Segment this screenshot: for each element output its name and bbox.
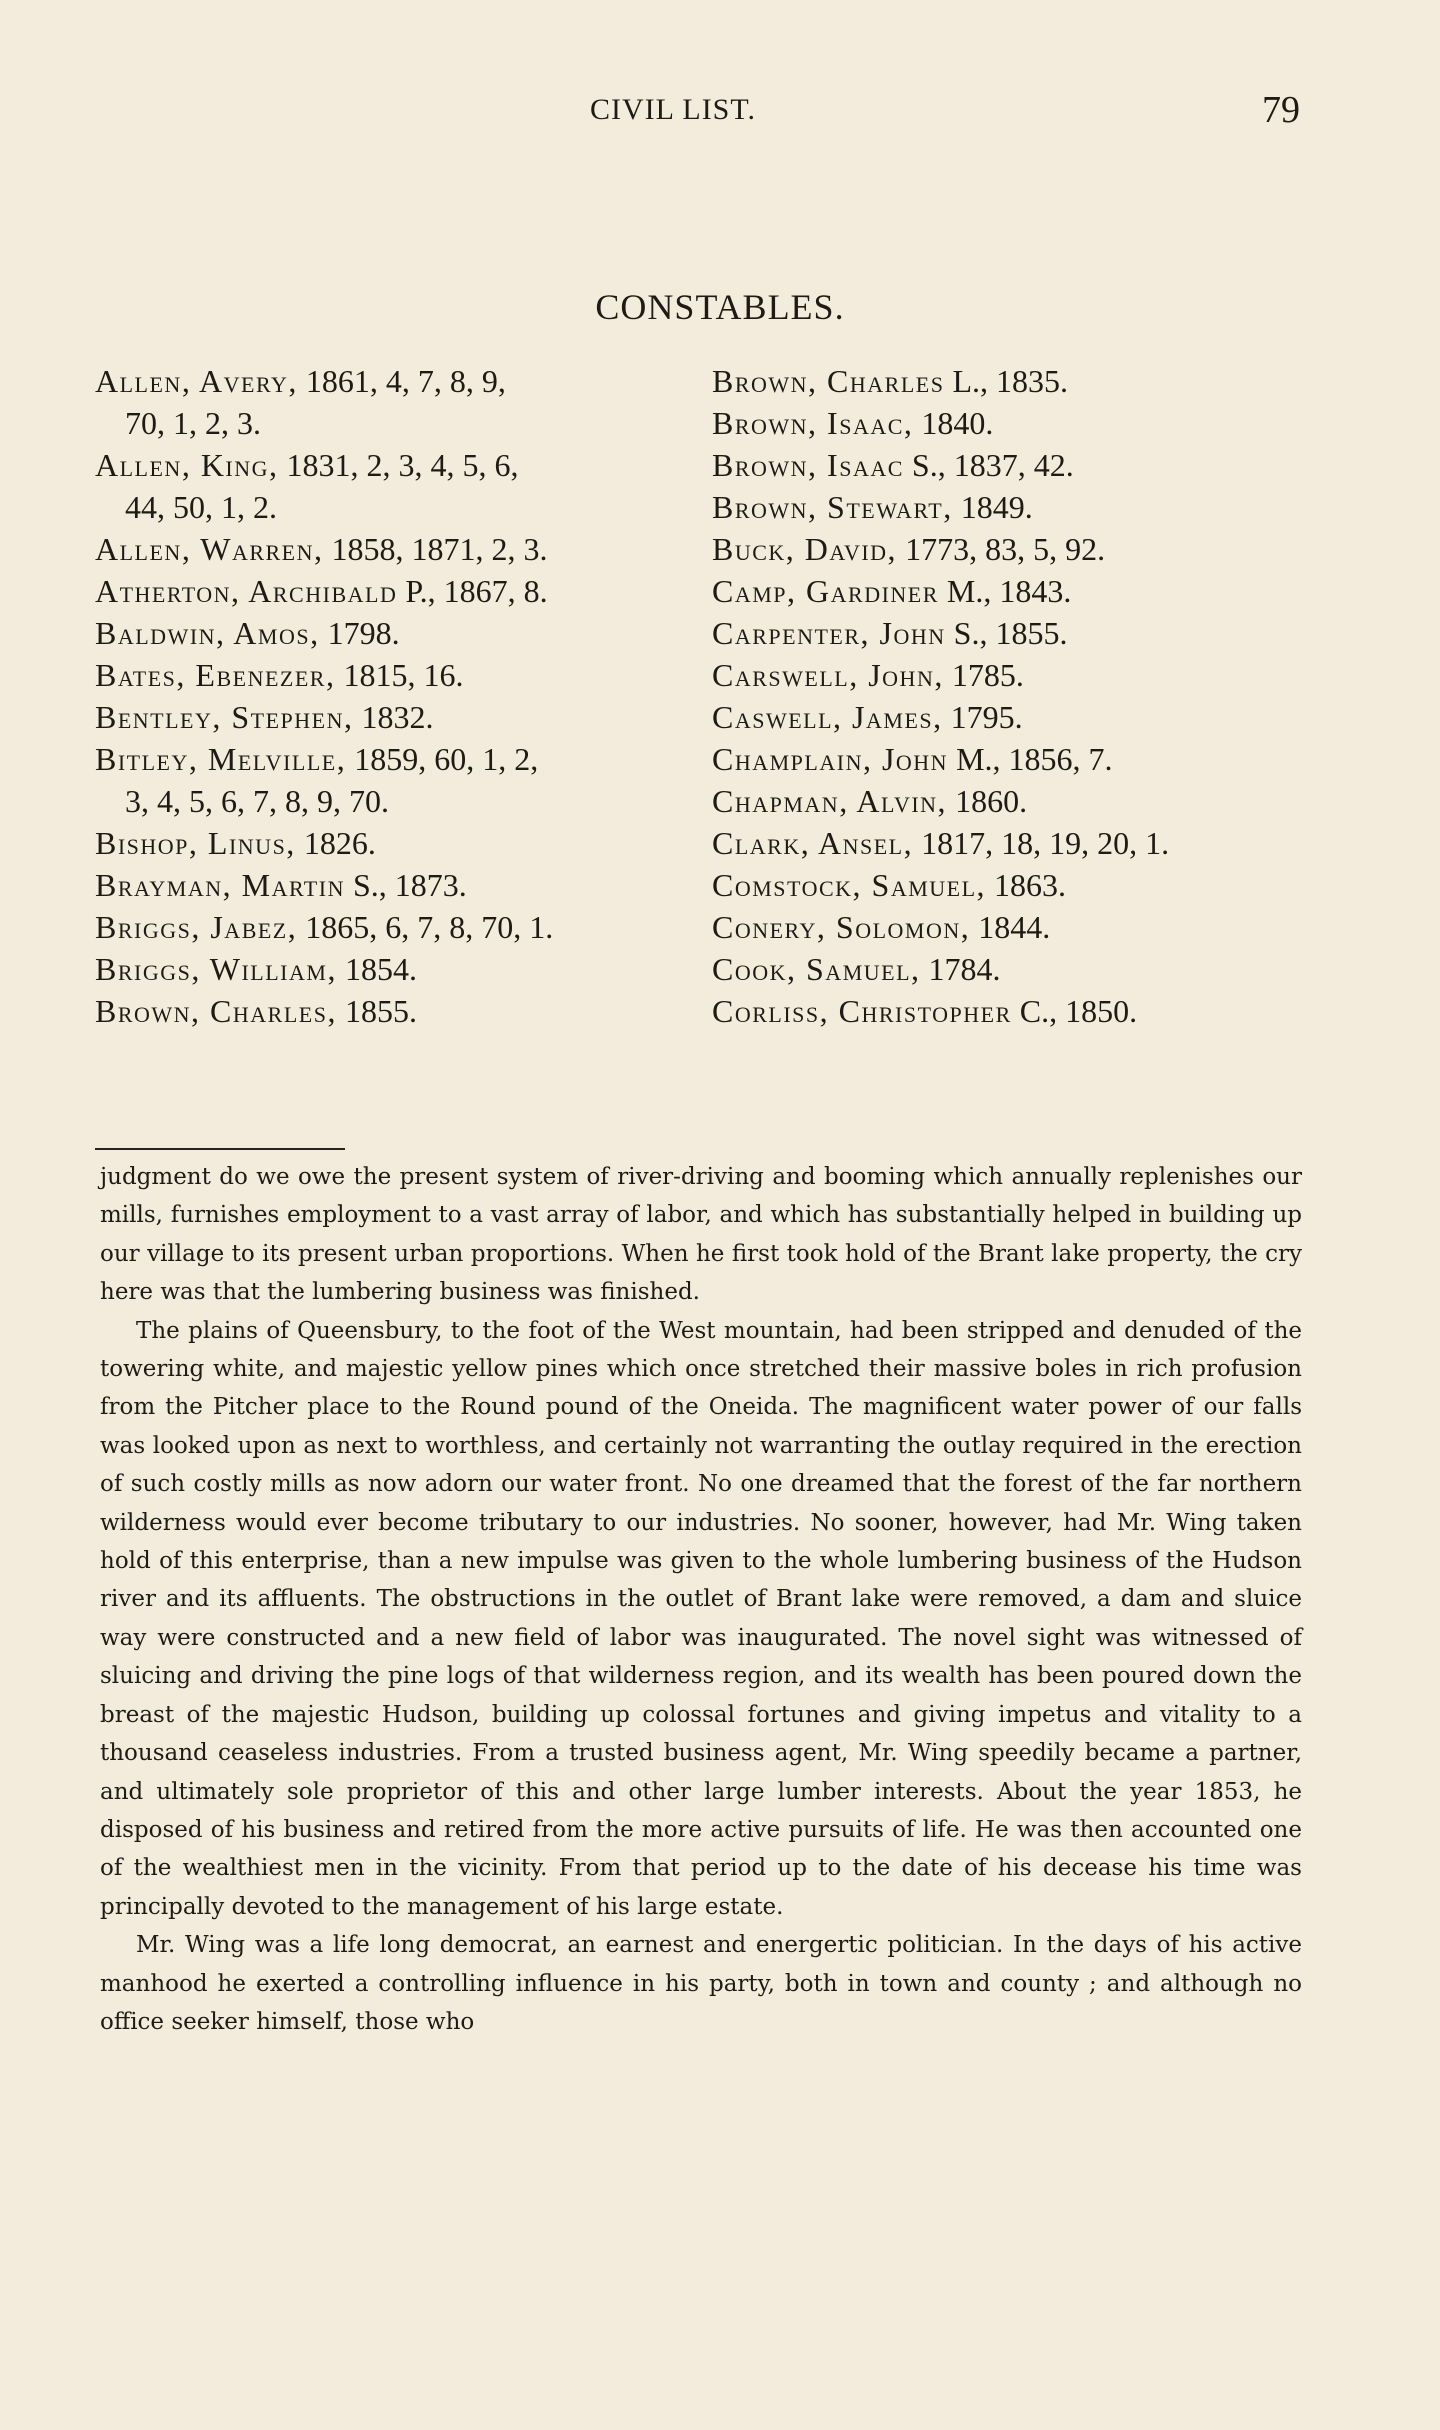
constable-entry bbox=[95, 696, 695, 738]
constable-name: Clark, Ansel, bbox=[712, 825, 914, 861]
constable-entry bbox=[95, 906, 695, 948]
constable-dates: 1855. bbox=[336, 993, 417, 1029]
constable-name: Carswell, John, bbox=[712, 657, 944, 693]
body-paragraph: The plains of Queensbury, to the foot of the West mountain, had been stripped and denuded of the towering white, and majestic yellow pines which once stretched their massive boles in rich profusion from the Pitcher place to the Round pound of the Oneida. The magnificent water power of our falls was looked upon as next to worthless, and certainly not warranting the outlay required in the erection of such costly mills as now adorn our water front. No one dreamed that the forest of the far northern wilderness would ever become tributary to our industries. No sooner, however, had Mr. Wing taken hold of this enterprise, than a new impulse was given to the whole lumbering business of the Hudson river and its affluents. The obstructions in the outlet of Brant lake were removed, a dam and sluice way were constructed and a new field of labor was inaugurated. The novel sight was witnessed of sluicing and driving the pine logs of that wilderness region, and its wealth has been poured down the breast of the majestic Hudson, building up colossal fortunes and giving impetus and vitality to a thousand ceaseless industries. From a trusted business agent, Mr. Wing speedily became a partner, and ultimately sole proprietor of this and other large lumber interests. About the year 1853, he disposed of his business and retired from the more active pursuits of life. He was then accounted one of the wealthiest men in the vicinity. From that period up to the date of his decease his time was principally devoted to the management of his large estate. bbox=[100, 1317, 1302, 1920]
constable-name: Allen, Warren, bbox=[95, 531, 324, 567]
constable-dates: 1844. bbox=[970, 909, 1051, 945]
constable-entry bbox=[712, 528, 1352, 570]
constable-entry bbox=[95, 780, 695, 822]
constable-dates: 1863. bbox=[986, 867, 1067, 903]
constable-entry bbox=[95, 360, 695, 402]
constable-entry bbox=[95, 864, 695, 906]
constable-dates: 3, 4, 5, 6, 7, 8, 9, 70. bbox=[125, 783, 389, 819]
constable-entry bbox=[712, 654, 1352, 696]
constable-entry bbox=[712, 696, 1352, 738]
constable-entry bbox=[95, 486, 695, 528]
constable-entry bbox=[712, 486, 1352, 528]
constable-dates: 1849. bbox=[952, 489, 1033, 525]
constable-name: Brown, Stewart, bbox=[712, 489, 953, 525]
constable-dates: 1861, 4, 7, 8, 9, bbox=[297, 363, 506, 399]
constable-dates: 1817, 18, 19, 20, 1. bbox=[913, 825, 1170, 861]
constable-name: Briggs, William, bbox=[95, 951, 337, 987]
constable-entry bbox=[95, 570, 695, 612]
constable-entry bbox=[95, 822, 695, 864]
constable-dates: 1840. bbox=[913, 405, 994, 441]
constable-dates: P., 1867, 8. bbox=[397, 573, 548, 609]
constable-entry bbox=[95, 612, 695, 654]
constable-name: Camp, Gardiner bbox=[712, 573, 939, 609]
constable-entry bbox=[712, 402, 1352, 444]
constable-dates: 1826. bbox=[295, 825, 376, 861]
page-number: 79 bbox=[1262, 89, 1300, 131]
constable-name: Brown, Charles bbox=[712, 363, 945, 399]
constable-name: Champlain, John bbox=[712, 741, 949, 777]
constable-entry bbox=[712, 906, 1352, 948]
constable-name: Brown, Isaac, bbox=[712, 405, 914, 441]
constable-dates: S., 1837, 42. bbox=[903, 447, 1074, 483]
constable-name: Brown, Isaac bbox=[712, 447, 904, 483]
constable-dates: 1859, 60, 1, 2, bbox=[346, 741, 539, 777]
constable-dates: S., 1873. bbox=[344, 867, 467, 903]
constable-dates: 1831, 2, 3, 4, 5, 6, bbox=[278, 447, 519, 483]
constable-name: Baldwin, Amos, bbox=[95, 615, 320, 651]
constable-entry bbox=[95, 990, 695, 1032]
constable-dates: 1860. bbox=[947, 783, 1028, 819]
constable-dates: M., 1856, 7. bbox=[948, 741, 1113, 777]
constable-entry bbox=[95, 402, 695, 444]
constable-entry bbox=[712, 990, 1352, 1032]
constable-name: Atherton, Archibald bbox=[95, 573, 398, 609]
constable-name: Briggs, Jabez, bbox=[95, 909, 298, 945]
constable-dates: 1773, 83, 5, 92. bbox=[897, 531, 1106, 567]
constable-dates: 1798. bbox=[319, 615, 400, 651]
constable-dates: 44, 50, 1, 2. bbox=[125, 489, 277, 525]
constable-entry bbox=[712, 444, 1352, 486]
body-paragraph: judgment do we owe the present system of river-driving and booming which annually replenishes our mills, furnishes employment to a vast array of labor, and which has substantially helped in building up our village to its present urban proportions. When he first took hold of the Brant lake property, the cry here was that the lumbering business was finished. bbox=[100, 1164, 1302, 1306]
constable-dates: 1785. bbox=[943, 657, 1024, 693]
constable-name: Carpenter, John bbox=[712, 615, 946, 651]
constable-name: Comstock, Samuel, bbox=[712, 867, 987, 903]
constable-entry bbox=[712, 948, 1352, 990]
constable-name: Bentley, Stephen, bbox=[95, 699, 354, 735]
constable-dates: 1832. bbox=[353, 699, 434, 735]
constable-dates: 1795. bbox=[942, 699, 1023, 735]
constable-name: Cook, Samuel, bbox=[712, 951, 921, 987]
constable-name: Buck, David, bbox=[712, 531, 898, 567]
constable-entry bbox=[95, 654, 695, 696]
constable-name: Allen, King, bbox=[95, 447, 279, 483]
constable-entry bbox=[95, 444, 695, 486]
constable-dates: 1815, 16. bbox=[335, 657, 464, 693]
constables-column-right bbox=[712, 360, 1352, 1032]
constables-column-left bbox=[95, 360, 695, 1032]
constable-entry bbox=[712, 738, 1352, 780]
constable-entry bbox=[712, 822, 1352, 864]
constable-dates: S., 1855. bbox=[945, 615, 1068, 651]
running-head: CIVIL LIST. bbox=[590, 93, 756, 126]
constable-dates: C., 1850. bbox=[1011, 993, 1138, 1029]
constable-dates: M., 1843. bbox=[938, 573, 1072, 609]
constable-name: Bishop, Linus, bbox=[95, 825, 296, 861]
constable-name: Allen, Avery, bbox=[95, 363, 298, 399]
constable-entry bbox=[712, 780, 1352, 822]
constable-name: Brayman, Martin bbox=[95, 867, 345, 903]
constable-dates: 1784. bbox=[920, 951, 1001, 987]
constable-entry bbox=[712, 864, 1352, 906]
constable-dates: 1865, 6, 7, 8, 70, 1. bbox=[297, 909, 554, 945]
constable-entry bbox=[712, 612, 1352, 654]
constable-dates: 70, 1, 2, 3. bbox=[125, 405, 261, 441]
constable-entry bbox=[712, 570, 1352, 612]
constable-dates: 1858, 1871, 2, 3. bbox=[323, 531, 548, 567]
constable-entry bbox=[95, 948, 695, 990]
constable-dates: L., 1835. bbox=[944, 363, 1069, 399]
constable-name: Caswell, James, bbox=[712, 699, 943, 735]
body-text bbox=[100, 1158, 1302, 2041]
constable-name: Bitley, Melville, bbox=[95, 741, 347, 777]
constable-name: Brown, Charles, bbox=[95, 993, 337, 1029]
constable-entry bbox=[712, 360, 1352, 402]
constable-entry bbox=[95, 738, 695, 780]
footnote-rule bbox=[95, 1148, 345, 1150]
constable-name: Chapman, Alvin, bbox=[712, 783, 948, 819]
constable-entry bbox=[95, 528, 695, 570]
constable-name: Bates, Ebenezer, bbox=[95, 657, 336, 693]
constable-name: Conery, Solomon, bbox=[712, 909, 971, 945]
section-title: CONSTABLES. bbox=[595, 287, 845, 327]
constable-name: Corliss, Christopher bbox=[712, 993, 1012, 1029]
body-paragraph: Mr. Wing was a life long democrat, an earnest and energertic politician. In the days of his active manhood he exerted a controlling influence in his party, both in town and county ; and although no office seeker himself, those who bbox=[100, 1932, 1302, 2035]
constable-dates: 1854. bbox=[336, 951, 417, 987]
